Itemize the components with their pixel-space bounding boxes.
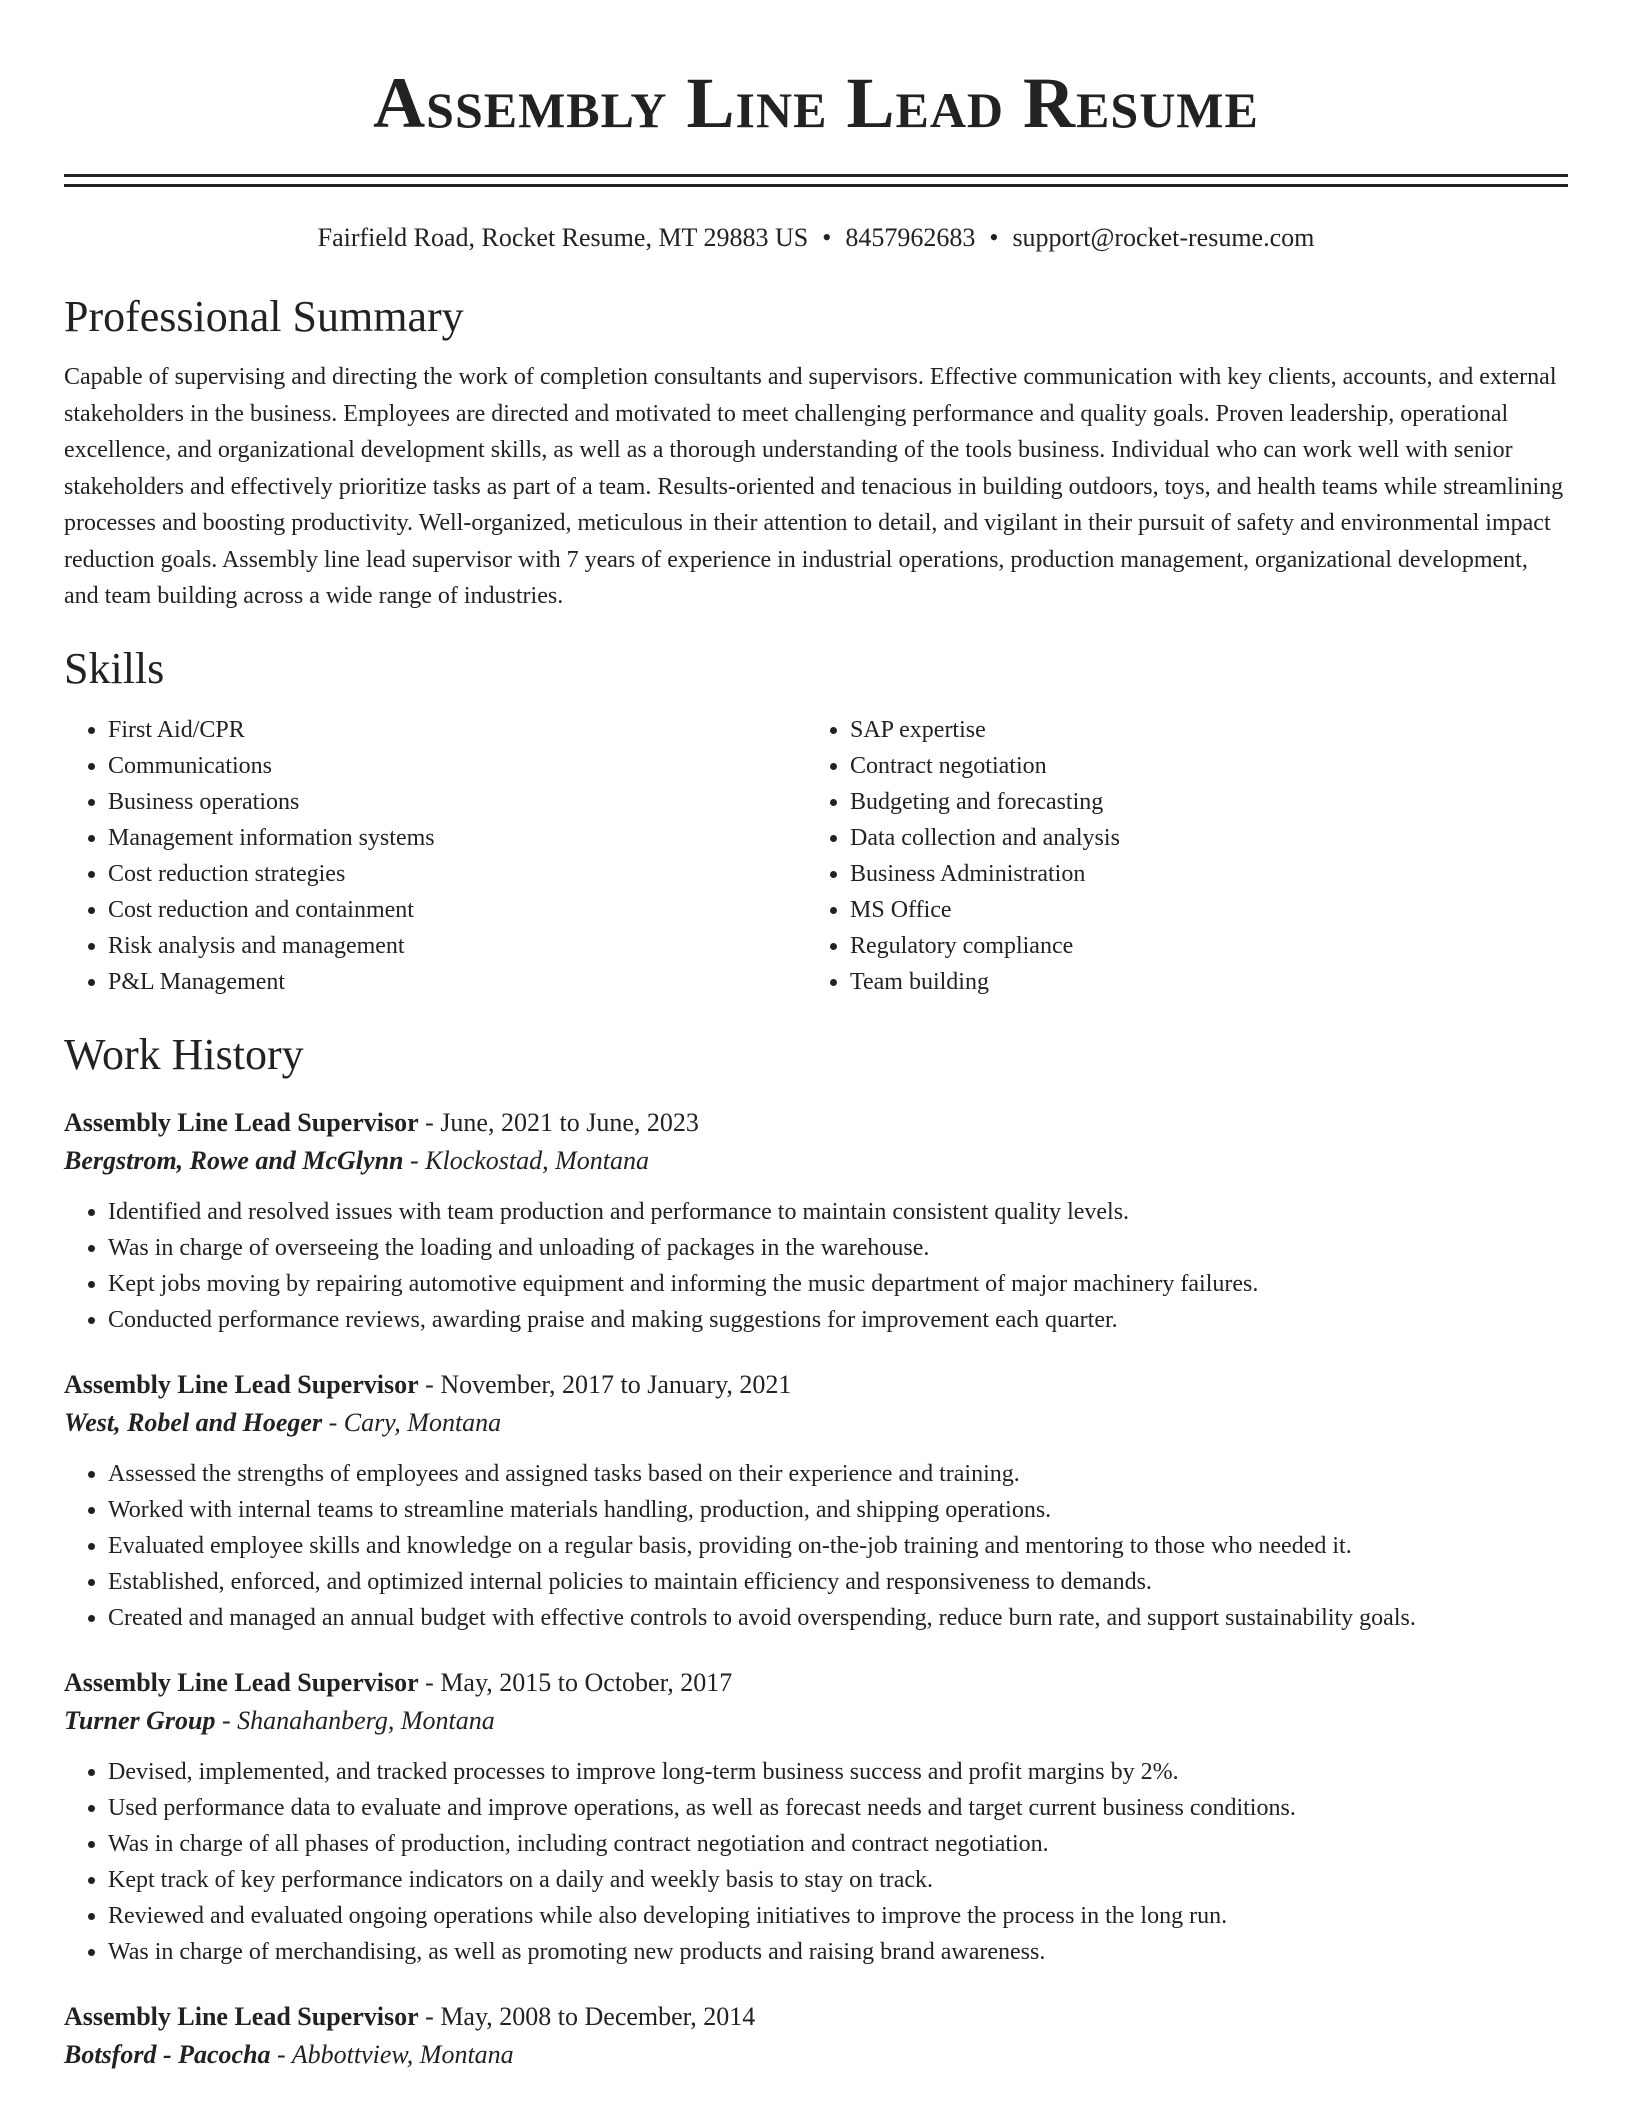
- skill-item: • Communications: [108, 748, 806, 784]
- contact-separator: •: [989, 223, 999, 252]
- skill-item: • Budgeting and forecasting: [850, 784, 1548, 820]
- job-bullet: • Devised, implemented, and tracked processes to improve long-term business success and profit margins by 2%.: [108, 1754, 1568, 1790]
- title-divider-top: [64, 174, 1568, 177]
- job-bullet: • Was in charge of merchandising, as well as promoting new products and raising brand awareness.: [108, 1934, 1568, 1970]
- job-bullet: • Was in charge of overseeing the loading and unloading of packages in the warehouse.: [108, 1230, 1568, 1266]
- job-entry: [64, 1998, 1568, 2074]
- job-title-line: [64, 1998, 1568, 2036]
- job-location: - Cary, Montana: [322, 1407, 502, 1437]
- job-dates: - June, 2021 to June, 2023: [418, 1107, 699, 1137]
- job-entry: [64, 1104, 1568, 1338]
- job-entry: [64, 1664, 1568, 1970]
- skill-item: • Cost reduction and containment: [108, 892, 806, 928]
- contact-phone: 8457962683: [845, 223, 976, 252]
- job-title-line: [64, 1104, 1568, 1142]
- job-employer-line: [64, 2036, 1568, 2074]
- work-history-heading: Work History: [64, 1029, 304, 1079]
- job-bullet: • Reviewed and evaluated ongoing operations while also developing initiatives to improve the process in the long run.: [108, 1898, 1568, 1934]
- job-bullet: • Created and managed an annual budget with effective controls to avoid overspending, reduce burn rate, and support sustainability goals.: [108, 1600, 1568, 1636]
- skill-item: • Contract negotiation: [850, 748, 1548, 784]
- job-title: Assembly Line Lead Supervisor: [64, 1369, 419, 1399]
- skill-item: • Data collection and analysis: [850, 820, 1548, 856]
- job-dates: - May, 2015 to October, 2017: [418, 1667, 733, 1697]
- job-title-line: [64, 1664, 1568, 1702]
- contact-line: [64, 220, 1568, 256]
- contact-email: support@rocket-resume.com: [1012, 223, 1315, 252]
- contact-address: Fairfield Road, Rocket Resume, MT 29883 US: [317, 223, 809, 252]
- job-employer: West, Robel and Hoeger: [64, 1407, 323, 1437]
- job-title: Assembly Line Lead Supervisor: [64, 1667, 419, 1697]
- job-dates: - November, 2017 to January, 2021: [418, 1369, 792, 1399]
- job-title: Assembly Line Lead Supervisor: [64, 1107, 419, 1137]
- skill-item: • P&L Management: [108, 964, 806, 1000]
- job-employer: Botsford - Pacocha: [64, 2039, 271, 2069]
- job-title: Assembly Line Lead Supervisor: [64, 2001, 419, 2031]
- job-bullet: • Worked with internal teams to streamline materials handling, production, and shipping operations.: [108, 1492, 1568, 1528]
- job-employer: Turner Group: [64, 1705, 216, 1735]
- resume-title: Assembly Line Lead Resume: [373, 63, 1259, 143]
- skill-item: • Team building: [850, 964, 1548, 1000]
- job-bullets: [64, 1754, 1568, 1970]
- job-bullet: • Evaluated employee skills and knowledge on a regular basis, providing on-the-job training and mentoring to those who needed it.: [108, 1528, 1568, 1564]
- skills-heading: Skills: [64, 643, 165, 693]
- job-employer: Bergstrom, Rowe and McGlynn: [64, 1145, 404, 1175]
- job-bullets: [64, 1194, 1568, 1338]
- skill-item: • First Aid/CPR: [108, 712, 806, 748]
- job-bullet: • Kept track of key performance indicators on a daily and weekly basis to stay on track.: [108, 1862, 1568, 1898]
- job-dates: - May, 2008 to December, 2014: [418, 2001, 756, 2031]
- job-bullet: • Was in charge of all phases of production, including contract negotiation and contract negotiation.: [108, 1826, 1568, 1862]
- job-bullet: • Established, enforced, and optimized internal policies to maintain efficiency and responsiveness to demands.: [108, 1564, 1568, 1600]
- job-entry: [64, 1366, 1568, 1636]
- job-employer-line: [64, 1404, 1568, 1442]
- job-bullets: [64, 1456, 1568, 1636]
- job-bullet: • Used performance data to evaluate and improve operations, as well as forecast needs and target current business conditions.: [108, 1790, 1568, 1826]
- job-bullet: • Conducted performance reviews, awarding praise and making suggestions for improvement each quarter.: [108, 1302, 1568, 1338]
- summary-text: Capable of supervising and directing the work of completion consultants and supervisors. Effective communication with key clients, accounts, and external stakeholders in the business. Employees are directed and motivated to meet challenging performance and quality goals. Proven leadership, operational excellence, and organizational development skills, as well as a thorough understanding of the tools business. Individual who can work well with senior stakeholders and effectively prioritize tasks as part of a team. Results-oriented and tenacious in building outdoors, toys, and health teams while streamlining processes and boosting productivity. Well-organized, meticulous in their attention to detail, and vigilant in their pursuit of safety and environmental impact reduction goals. Assembly line lead supervisor with 7 years of experience in industrial operations, production management, organizational development, and team building across a wide range of industries.: [64, 364, 1564, 609]
- job-bullet: • Assessed the strengths of employees and assigned tasks based on their experience and training.: [108, 1456, 1568, 1492]
- skill-item: • MS Office: [850, 892, 1548, 928]
- job-location: - Abbottview, Montana: [270, 2039, 514, 2069]
- title-divider-bottom: [64, 184, 1568, 187]
- skills-grid: [64, 712, 1568, 1000]
- skill-item: • Regulatory compliance: [850, 928, 1548, 964]
- skills-column-left: [64, 712, 806, 1000]
- skill-item: • Risk analysis and management: [108, 928, 806, 964]
- skill-item: • Business operations: [108, 784, 806, 820]
- skill-item: • Business Administration: [850, 856, 1548, 892]
- summary-heading: Professional Summary: [64, 292, 464, 341]
- skills-column-right: [806, 712, 1548, 1000]
- skill-item: • SAP expertise: [850, 712, 1548, 748]
- job-bullet: • Identified and resolved issues with team production and performance to maintain consistent quality levels.: [108, 1194, 1568, 1230]
- job-bullet: • Kept jobs moving by repairing automotive equipment and informing the music department of major machinery failures.: [108, 1266, 1568, 1302]
- job-employer-line: [64, 1142, 1568, 1180]
- contact-separator: •: [822, 223, 832, 252]
- skill-item: • Cost reduction strategies: [108, 856, 806, 892]
- job-employer-line: [64, 1702, 1568, 1740]
- job-location: - Shanahanberg, Montana: [215, 1705, 495, 1735]
- skill-item: • Management information systems: [108, 820, 806, 856]
- job-location: - Klockostad, Montana: [403, 1145, 650, 1175]
- job-title-line: [64, 1366, 1568, 1404]
